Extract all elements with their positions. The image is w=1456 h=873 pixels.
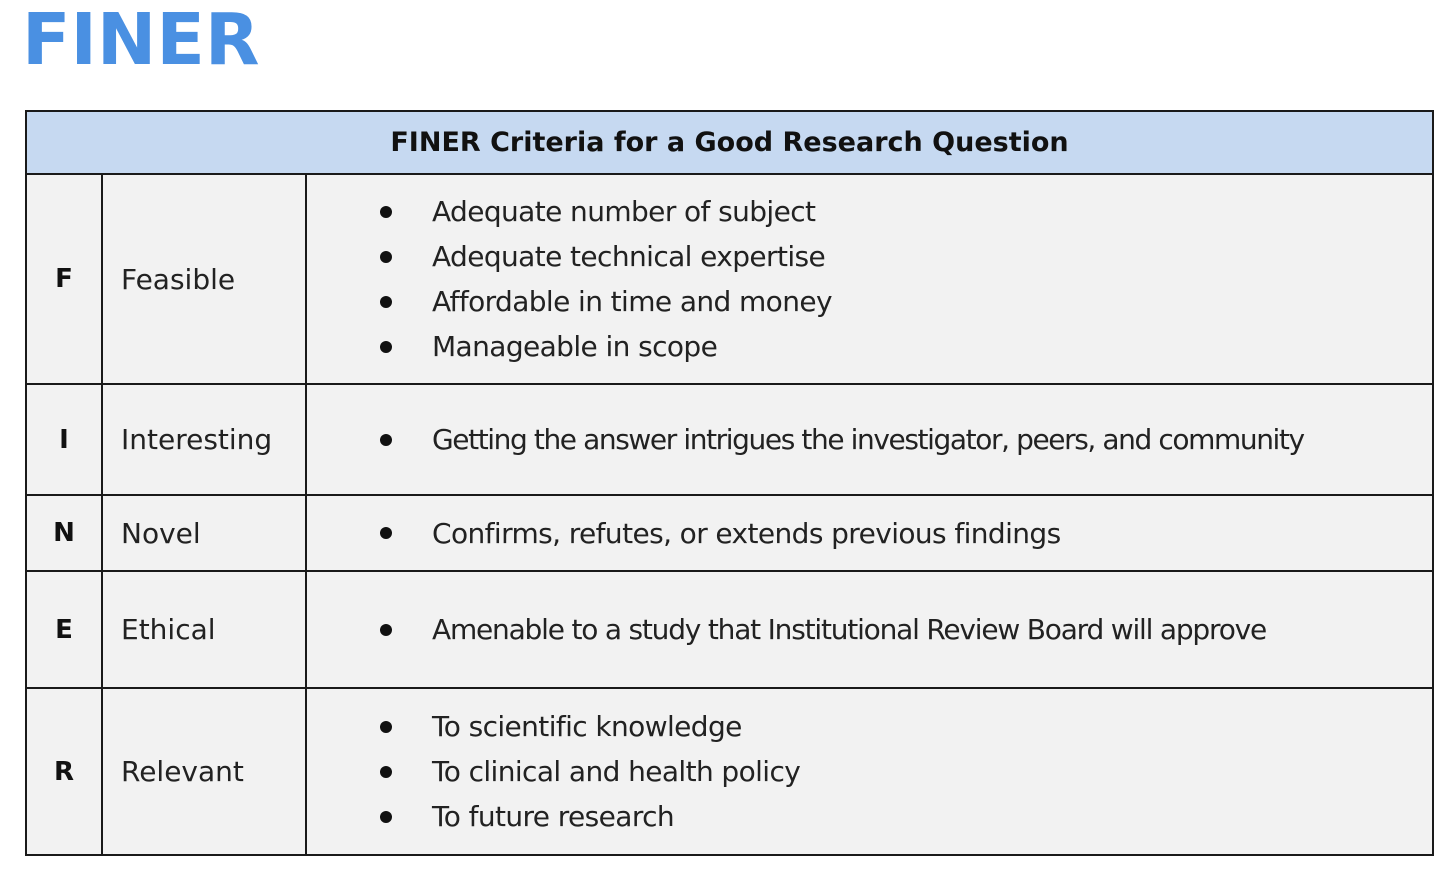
bullet-icon [380,296,392,308]
row-letter: I [27,385,103,494]
list-item-text: Getting the answer intrigues the investigator, peers, and community [432,423,1304,456]
bullet-icon [380,206,392,218]
finer-criteria-table [25,110,1434,856]
list-item [307,417,1432,462]
bullet-icon [380,721,392,733]
list-item-text: Affordable in time and money [432,285,832,318]
row-description [307,572,1432,687]
row-description [307,385,1432,494]
list-item [307,511,1432,556]
list-item [307,794,1432,839]
row-description [307,175,1432,383]
table-row-feasible [27,175,1432,385]
list-item [307,704,1432,749]
list-item-text: To scientific knowledge [432,710,742,743]
bullet-icon [380,527,392,539]
table-row-novel [27,496,1432,572]
row-letter: E [27,572,103,687]
table-row-relevant [27,689,1432,854]
list-item-text: Confirms, refutes, or extends previous findings [432,516,1061,550]
bullet-icon [380,434,392,446]
bullet-icon [380,624,392,636]
finer-logo: FINER [22,0,260,81]
bullet-icon [380,341,392,353]
list-item-text: Adequate number of subject [432,195,816,228]
list-item [307,324,1432,369]
list-item [307,749,1432,794]
row-letter: R [27,689,103,854]
bullet-icon [380,251,392,263]
list-item [307,189,1432,234]
row-term: Relevant [103,689,307,854]
bullet-icon [380,811,392,823]
list-item-text: Amenable to a study that Institutional Review Board will approve [432,613,1267,646]
table-row-interesting [27,385,1432,496]
list-item [307,607,1432,652]
table-row-ethical [27,572,1432,689]
list-item-text: To future research [432,800,675,833]
list-item [307,279,1432,324]
bullet-icon [380,766,392,778]
row-term: Feasible [103,175,307,383]
row-term: Novel [103,496,307,570]
row-description [307,496,1432,570]
table-title: FINER Criteria for a Good Research Question [27,112,1432,175]
row-letter: N [27,496,103,570]
row-letter: F [27,175,103,383]
list-item [307,234,1432,279]
list-item-text: Manageable in scope [432,330,718,363]
list-item-text: To clinical and health policy [432,755,801,788]
list-item-text: Adequate technical expertise [432,240,826,273]
row-term: Ethical [103,572,307,687]
row-description [307,689,1432,854]
row-term: Interesting [103,385,307,494]
